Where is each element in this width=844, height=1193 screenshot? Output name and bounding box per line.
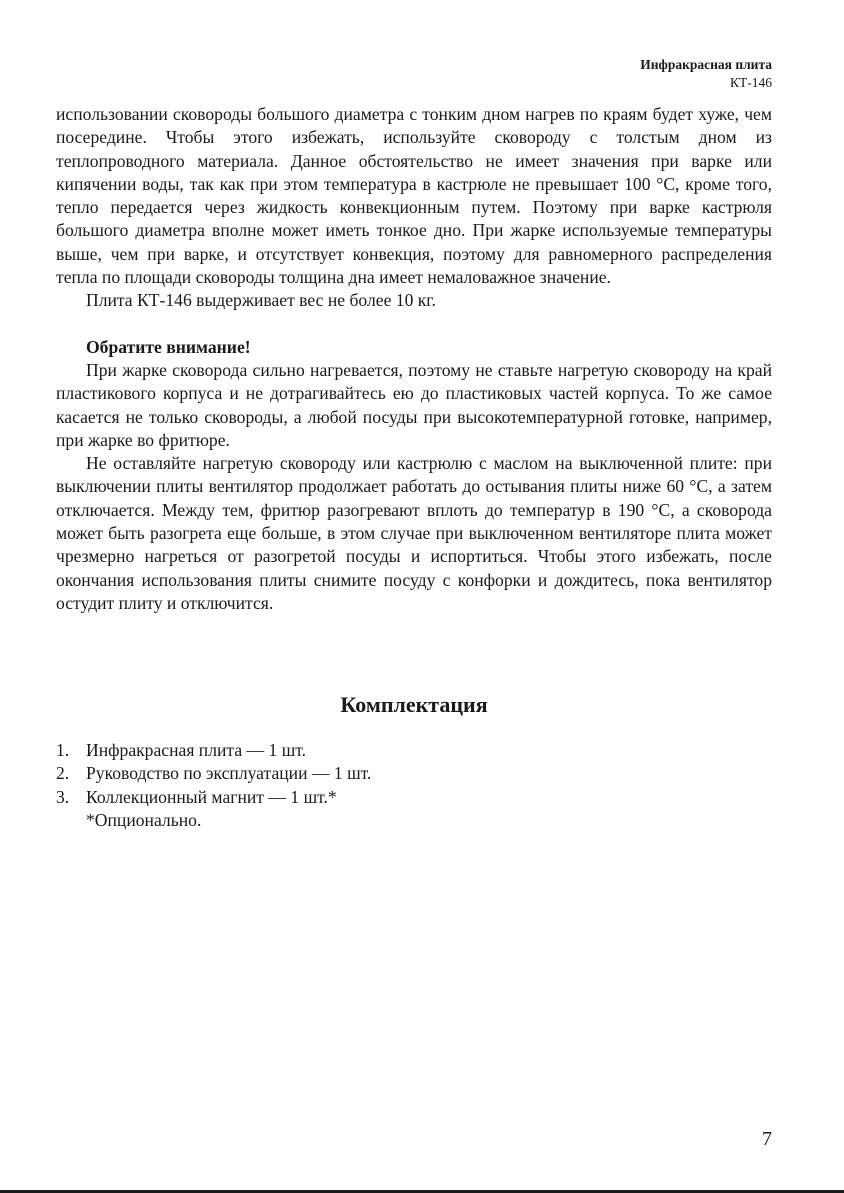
list-item bbox=[56, 739, 772, 762]
kit-footnote: *Опционально. bbox=[86, 809, 202, 830]
page-number: 7 bbox=[762, 1128, 772, 1150]
list-item-text: Коллекционный магнит — 1 шт.* bbox=[86, 786, 337, 807]
paragraph-fan-cooling: Не оставляйте нагретую сковороду или кастрюлю с маслом на выключенной плите: при выключении плиты вентилятор продолжает работать до остывания плиты ниже 60 °С, а затем отключается. Между тем, фритюр разогревают вплоть до температур в 190 °С, а сковорода может быть разогрета еще больше, в этом случае при выключенном вентиляторе плита может чрезмерно нагреться от разогретой посуды и испортиться. Чтобы этого избежать, после окончания использования плиты снимите посуду с конфорки и дождитесь, пока вентилятор остудит плиту и отключится. bbox=[56, 453, 772, 613]
list-item-text: Инфракрасная плита — 1 шт. bbox=[86, 740, 307, 760]
header-model: КТ-146 bbox=[730, 75, 772, 90]
notice-heading: Обратите внимание! bbox=[86, 336, 251, 357]
header-title: Инфракрасная плита bbox=[640, 57, 772, 72]
list-item-number: 2. bbox=[56, 763, 70, 784]
running-header bbox=[640, 56, 772, 92]
list-item-number: 1. bbox=[56, 740, 70, 760]
list-item-number: 3. bbox=[56, 786, 70, 807]
kit-list bbox=[56, 739, 772, 832]
paragraph-continuation: использовании сковороды большого диаметра с тонким дном нагрев по краям будет хуже, чем посередине. Чтобы этого избежать, используйте сковороду с толстым дном из теплопроводного материала. Данное обстоятельство не имеет значения при варке или кипячении воды, так как при этом температура в кастрюле не превышает 100 °С, кроме того, тепло передается через жидкость конвекционным путем. Поэтому при варке кастрюля большого диаметра вполне может иметь тонкое дно. При жарке используемые температуры выше, чем при варке, и отсутствует конвекция, поэтому для равномерного распределения тепла по площади сковороды толщина дна имеет немаловажное значение. bbox=[56, 104, 772, 288]
paragraph-hot-pan: При жарке сковорода сильно нагревается, поэтому не ставьте нагретую сковороду на край пластикового корпуса и не дотрагивайтесь ею до пластиковых частей корпуса. То же самое касается не только сковороды, а любой посуды при высокотемпературной готовке, например, при жарке во фритюре. bbox=[56, 359, 772, 450]
list-item-text: Руководство по эксплуатации — 1 шт. bbox=[86, 763, 372, 784]
paragraph-weight-limit: Плита КТ-146 выдерживает вес не более 10 кг. bbox=[86, 290, 436, 311]
kit-section-title: Комплектация bbox=[340, 692, 488, 717]
body-text bbox=[56, 103, 772, 615]
list-item bbox=[56, 786, 772, 809]
list-item bbox=[56, 762, 772, 785]
